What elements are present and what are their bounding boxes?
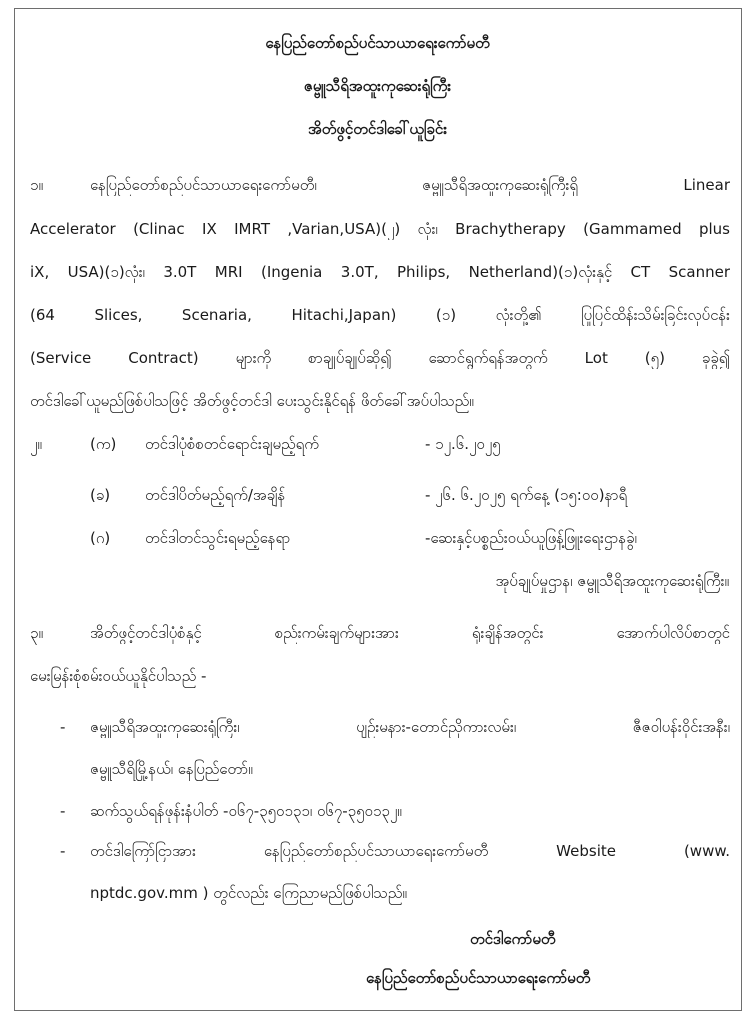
section1-line: နေပြည်တော်စည်ပင်သာယာရေးကော်မတီ၊ ဇမ္ဗူသီရိအထူးကုဆေးရုံကြီးရှိ Linear (90, 176, 730, 194)
bullet-dash: - (60, 802, 66, 820)
section1-line: iX, USA)(၁)လုံး၊ 3.0T MRI (Ingenia 3.0T, Philips, Netherland)(၁)လုံးနှင့် CT Scanner (30, 263, 730, 281)
item-label: တင်ဒါပုံစံစတင်ရောင်းချမည့်ရက် (145, 435, 319, 453)
bullet-line: nptdc.gov.mm ) တွင်လည်း ကြေညာမည်ဖြစ်ပါသည်။ (90, 884, 407, 902)
bullet-line: ဇမ္ဗူသီရိမြို့နယ်၊ နေပြည်တော်။ (90, 760, 253, 778)
item-value: -ဆေးနှင့်ပစ္စည်းဝယ်ယူဖြန့်ဖြူးရေးဌာနခွဲ၊ (425, 529, 637, 547)
section3-line: အိတ်ဖွင့်တင်ဒါပုံစံနှင့် စည်းကမ်းချက်များအား ရုံးချိန်အတွင်း အောက်ပါလိပ်စာတွင် (90, 624, 730, 642)
item-marker: (ဂ) (90, 529, 111, 547)
item-value: - ၂၆. ၆.၂၀၂၅ ရက်နေ့ (၁၅:၀၀)နာရီ (425, 486, 628, 504)
section1-line: Accelerator (Clinac IX IMRT ,Varian,USA)(၂) လုံး၊ Brachytherapy (Gammamed plus (30, 220, 730, 238)
section3-line: မေးမြန်းစုံစမ်းဝယ်ယူနိုင်ပါသည် - (30, 667, 207, 685)
header-title: အိတ်ဖွင့်တင်ဒါခေါ်ယူခြင်း (307, 120, 447, 138)
signature-committee: တင်ဒါကော်မတီ (470, 930, 556, 948)
section1-line: (Service Contract) များကို စာချုပ်ချုပ်ဆို၍ ဆောင်ရွက်ရန်အတွက် Lot (၅) ခုခွဲ၍ (30, 349, 730, 367)
bullet-dash: - (60, 718, 66, 736)
section1-number: ၁။ (30, 176, 43, 194)
bullet-line: ဆက်သွယ်ရန်ဖုန်းနံပါတ် -၀၆၇-၃၅၀၁၃၁၊ ၀၆၇-၃၅၀၁၃၂။ (90, 802, 402, 820)
item-label: တင်ဒါတင်သွင်းရမည့်နေရာ (145, 529, 291, 547)
item-marker: (က) (90, 435, 117, 453)
section1-line: တင်ဒါခေါ်ယူမည်ဖြစ်ပါသဖြင့် အိတ်ဖွင့်တင်ဒါ ပေးသွင်းနိုင်ရန် ဖိတ်ခေါ်အပ်ပါသည်။ (30, 392, 474, 410)
bullet-line: တင်ဒါကြော်ငြာအား နေပြည်တော်စည်ပင်သာယာရေးကော်မတီ Website (www. (90, 842, 730, 860)
header-organization: နေပြည်တော်စည်ပင်သာယာရေးကော်မတီ (265, 34, 490, 52)
item-marker: (ခ) (90, 486, 111, 504)
section3-number: ၃။ (30, 624, 43, 642)
bullet-line: ဇမ္ဗူသီရိအထူးကုဆေးရုံကြီး၊ ပျဉ်းမနား-တောင်ညိုကားလမ်း၊ ဇီဇဝါပန်းဝိုင်းအနီး၊ (90, 718, 730, 736)
section2-number: ၂။ (30, 435, 42, 453)
bullet-dash: - (60, 842, 66, 860)
section1-line: (64 Slices, Scenaria, Hitachi,Japan) (၁) လုံးတို့၏ ပြုပြင်ထိန်းသိမ်းခြင်းလုပ်ငန်း (30, 306, 730, 324)
signature-organization: နေပြည်တော်စည်ပင်သာယာရေးကော်မတီ (366, 969, 591, 987)
item-continuation: အုပ်ချုပ်မှုဌာန၊ ဇမ္ဗူသီရိအထူးကုဆေးရုံကြီး။ (495, 572, 729, 590)
header-hospital: ဇမ္ဗူသီရိအထူးကုဆေးရုံကြီး (303, 77, 452, 95)
item-value: - ၁၂.၆.၂၀၂၅ (425, 435, 501, 453)
item-label: တင်ဒါပိတ်မည့်ရက်/အချိန် (145, 486, 286, 504)
